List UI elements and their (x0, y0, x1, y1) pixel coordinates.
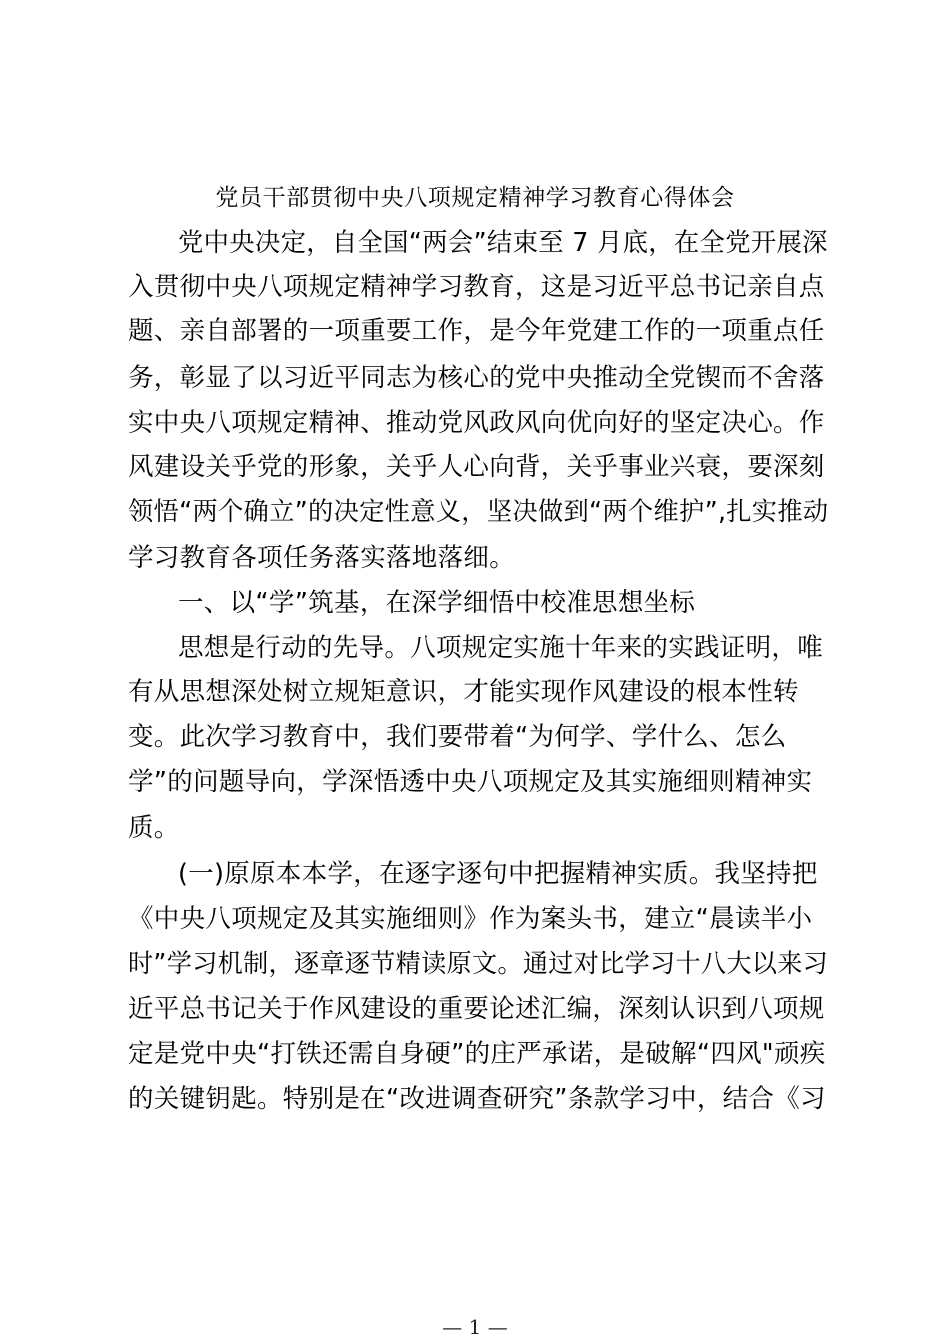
paragraph-line: 党中央决定，自全国“两会”结束至 7 月底，在全党开展深 (178, 228, 828, 258)
document-title: 党员干部贯彻中央八项规定精神学习教育心得体会 (215, 185, 735, 211)
paragraph-line: 《中央八项规定及其实施细则》作为案头书，建立“晨读半小 (128, 904, 813, 934)
paragraph-line: 时”学习机制，逐章逐节精读原文。通过对比学习十八大以来习 (128, 949, 829, 979)
paragraph-line: 变。此次学习教育中，我们要带着“为何学、学什么、怎么 (128, 722, 787, 752)
paragraph-line: 风建设关乎党的形象，关乎人心向背，关乎事业兴衰，要深刻 (128, 452, 825, 482)
paragraph-line: 领悟“两个确立”的决定性意义，坚决做到“两个维护”,扎实推动 (128, 497, 829, 527)
page-number: — 1 — (442, 1315, 508, 1339)
paragraph-line: 学习教育各项任务落实落地落细。 (128, 543, 516, 573)
paragraph-line: 题、亲自部署的一项重要工作，是今年党建工作的一项重点任 (128, 316, 825, 346)
section-heading: 一、以“学”筑基，在深学细悟中校准思想坐标 (178, 588, 696, 618)
paragraph-line: 入贯彻中央八项规定精神学习教育，这是习近平总书记亲自点 (128, 272, 825, 302)
paragraph-line: 定是党中央“打铁还需自身硬”的庄严承诺，是破解“四风"顽疾 (128, 1039, 826, 1069)
paragraph-line: 学”的问题导向，学深悟透中央八项规定及其实施细则精神实 (128, 767, 813, 797)
paragraph-line: 的关键钥匙。特别是在“改进调查研究”条款学习中，结合《习 (128, 1084, 826, 1114)
paragraph-line: 思想是行动的先导。八项规定实施十年来的实践证明，唯 (178, 633, 824, 663)
paragraph-line: 务，彰显了以习近平同志为核心的党中央推动全党锲而不舍落 (128, 363, 825, 393)
paragraph-line: (一)原原本本学，在逐字逐句中把握精神实质。我坚持把 (178, 859, 818, 889)
paragraph-line: 实中央八项规定精神、推动党风政风向优向好的坚定决心。作 (128, 408, 825, 438)
paragraph-line: 质。 (128, 813, 180, 843)
paragraph-line: 有从思想深处树立规矩意识，才能实现作风建设的根本性转 (128, 677, 799, 707)
paragraph-line: 近平总书记关于作风建设的重要论述汇编，深刻认识到八项规 (128, 994, 825, 1024)
